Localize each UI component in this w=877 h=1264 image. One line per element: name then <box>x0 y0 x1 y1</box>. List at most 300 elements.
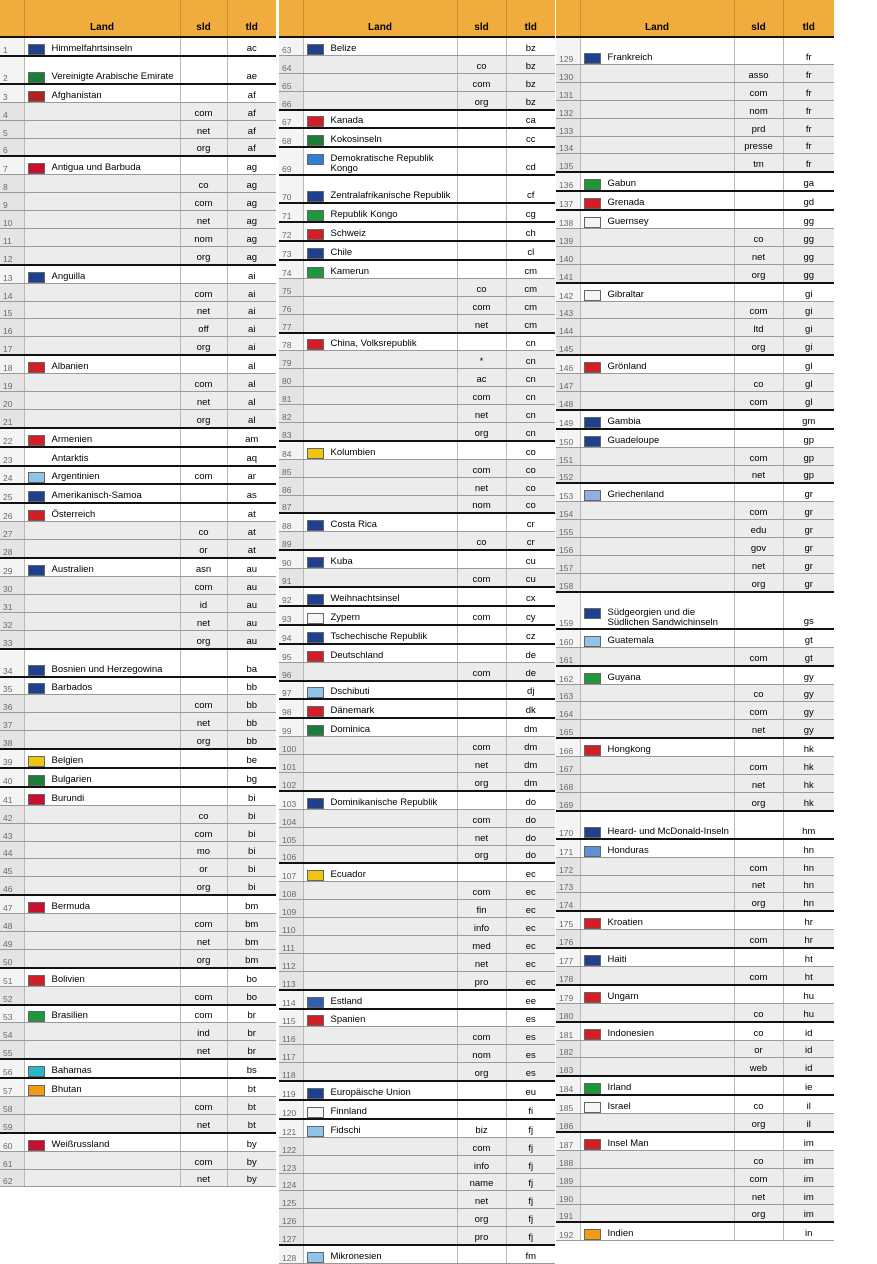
tld-cell: bo <box>227 986 276 1004</box>
table-row <box>279 791 555 809</box>
country-cell <box>580 720 734 738</box>
country-cell <box>580 410 734 429</box>
country-cell <box>303 863 457 881</box>
table-row <box>556 319 834 337</box>
country-cell <box>303 827 457 845</box>
country-cell <box>24 731 180 749</box>
country-cell <box>303 495 457 513</box>
country-name: Frankreich <box>607 52 653 63</box>
sld-cell <box>457 1100 506 1119</box>
tld-cell: br <box>227 1023 276 1041</box>
country-cell <box>580 792 734 810</box>
table-row <box>0 540 276 558</box>
sld-cell: co <box>734 1095 783 1113</box>
sld-cell <box>180 649 227 677</box>
row-number: 111 <box>279 935 303 953</box>
sld-cell <box>734 37 783 65</box>
sld-cell: net <box>180 301 227 319</box>
country-cell <box>580 465 734 483</box>
country-cell <box>303 625 457 644</box>
row-number: 115 <box>279 1009 303 1027</box>
tld-cell: ec <box>506 935 555 953</box>
flag-icon <box>584 846 601 857</box>
flag-icon <box>307 870 324 881</box>
row-number: 134 <box>556 136 580 154</box>
row-number: 96 <box>279 662 303 680</box>
row-number: 87 <box>279 495 303 513</box>
sld-cell: net <box>734 875 783 893</box>
tld-cell: be <box>227 749 276 768</box>
sld-cell: com <box>180 102 227 120</box>
tld-cell: cy <box>506 606 555 625</box>
sld-cell: com <box>734 301 783 319</box>
flag-icon <box>307 520 324 531</box>
row-number: 68 <box>279 128 303 147</box>
country-cell <box>24 1151 180 1169</box>
table-row <box>279 935 555 953</box>
row-number: 10 <box>0 211 24 229</box>
row-number: 149 <box>556 410 580 429</box>
sld-cell: co <box>180 522 227 540</box>
sld-cell: com <box>734 1168 783 1186</box>
table-row <box>0 931 276 949</box>
country-cell <box>580 893 734 911</box>
flag-icon <box>584 1229 601 1240</box>
country-cell <box>24 986 180 1004</box>
table-row <box>556 774 834 792</box>
table-row <box>0 138 276 156</box>
table-row <box>279 296 555 314</box>
sld-cell: com <box>457 809 506 827</box>
table-row <box>0 1078 276 1096</box>
country-name: Irland <box>607 1082 632 1094</box>
flag-icon <box>307 706 324 717</box>
tld-cell: gr <box>783 556 834 574</box>
table-row <box>279 241 555 260</box>
country-cell <box>580 502 734 520</box>
table-row <box>279 73 555 91</box>
sld-cell: com <box>457 73 506 91</box>
row-number: 36 <box>0 695 24 713</box>
sld-cell: edu <box>734 520 783 538</box>
sld-cell <box>734 811 783 839</box>
table-row <box>0 102 276 120</box>
table-row <box>279 953 555 971</box>
header-nr <box>556 0 580 37</box>
country-cell <box>303 296 457 314</box>
country-cell <box>24 1023 180 1041</box>
tld-cell: ag <box>227 156 276 174</box>
sld-cell: org <box>457 1063 506 1081</box>
table-row <box>279 147 555 175</box>
tld-cell: hn <box>783 839 834 857</box>
row-number: 24 <box>0 466 24 485</box>
country-cell <box>303 128 457 147</box>
sld-cell: com <box>457 1027 506 1045</box>
row-number: 59 <box>0 1114 24 1132</box>
country-cell <box>24 484 180 503</box>
sld-cell: net <box>180 1114 227 1132</box>
table-row <box>556 811 834 839</box>
country-name: Zypern <box>330 611 361 623</box>
tld-cell: ga <box>783 172 834 191</box>
table-row <box>556 264 834 282</box>
row-number: 73 <box>279 241 303 260</box>
country-name: Guernsey <box>607 216 649 228</box>
tld-cell: by <box>227 1133 276 1151</box>
country-name: Bhutan <box>51 1083 82 1095</box>
tld-cell: af <box>227 138 276 156</box>
table-row <box>279 827 555 845</box>
row-number: 41 <box>0 787 24 805</box>
sld-cell: org <box>180 877 227 895</box>
tld-cell: cn <box>506 333 555 351</box>
country-cell <box>24 120 180 138</box>
country-cell <box>303 241 457 260</box>
table-row <box>0 283 276 301</box>
sld-cell <box>180 768 227 787</box>
row-number: 60 <box>0 1133 24 1151</box>
sld-cell: net <box>457 1191 506 1209</box>
row-number: 5 <box>0 120 24 138</box>
row-number: 116 <box>279 1027 303 1045</box>
row-number: 69 <box>279 147 303 175</box>
sld-cell <box>457 441 506 459</box>
country-cell <box>24 409 180 427</box>
sld-cell: com <box>180 576 227 594</box>
row-number: 141 <box>556 264 580 282</box>
row-number: 97 <box>279 681 303 700</box>
table-row <box>279 387 555 405</box>
table-row <box>556 154 834 172</box>
country-cell <box>303 203 457 222</box>
tld-cell: gr <box>783 502 834 520</box>
table-row <box>279 971 555 989</box>
country-cell <box>24 859 180 877</box>
sld-cell: org <box>180 731 227 749</box>
tld-cell: hm <box>783 811 834 839</box>
country-name: Dominica <box>330 724 371 736</box>
tld-cell: gg <box>783 229 834 247</box>
table-row <box>0 484 276 503</box>
sld-cell <box>180 1059 227 1078</box>
row-number: 9 <box>0 193 24 211</box>
flag-icon <box>307 651 324 662</box>
sld-cell <box>457 147 506 175</box>
tld-cell: es <box>506 1063 555 1081</box>
tld-cell: gp <box>783 447 834 465</box>
country-name: Südgeorgien und die Südlichen Sandwichinseln <box>607 606 718 628</box>
table-row <box>279 405 555 423</box>
tld-cell: fm <box>506 1245 555 1263</box>
table-row <box>279 1119 555 1137</box>
table-row <box>0 1169 276 1187</box>
row-number: 144 <box>556 319 580 337</box>
country-cell <box>24 805 180 823</box>
tld-cell: ai <box>227 337 276 355</box>
tld-cell: do <box>506 791 555 809</box>
flag-icon <box>28 272 45 283</box>
flag-icon <box>584 1139 601 1150</box>
table-row <box>279 459 555 477</box>
row-number: 2 <box>0 56 24 84</box>
sld-cell <box>734 483 783 501</box>
country-cell <box>24 138 180 156</box>
country-cell <box>303 1173 457 1191</box>
tld-cell: fj <box>506 1227 555 1245</box>
country-name: Belize <box>330 42 357 54</box>
header-nr <box>279 0 303 37</box>
sld-cell: ind <box>180 1023 227 1041</box>
table-row <box>0 859 276 877</box>
table-row <box>0 120 276 138</box>
row-number: 160 <box>556 629 580 647</box>
table-row <box>279 1209 555 1227</box>
tld-cell: ec <box>506 900 555 918</box>
sld-cell: biz <box>457 1119 506 1137</box>
row-number: 113 <box>279 971 303 989</box>
table-row <box>556 210 834 228</box>
row-number: 92 <box>279 587 303 606</box>
tld-cell: il <box>783 1095 834 1113</box>
table-row <box>0 1023 276 1041</box>
country-cell <box>580 1222 734 1240</box>
country-cell <box>303 1245 457 1263</box>
table-row <box>0 84 276 102</box>
table-row <box>279 644 555 662</box>
row-number: 100 <box>279 737 303 755</box>
country-cell <box>580 283 734 301</box>
row-number: 4 <box>0 102 24 120</box>
sld-cell: net <box>180 120 227 138</box>
country-cell <box>24 823 180 841</box>
row-number: 158 <box>556 573 580 591</box>
tld-cell: gi <box>783 319 834 337</box>
tld-cell: ch <box>506 222 555 241</box>
country-cell <box>24 283 180 301</box>
tld-cell: bt <box>227 1096 276 1114</box>
row-number: 62 <box>0 1169 24 1187</box>
country-cell <box>24 1041 180 1059</box>
country-name: Estland <box>330 995 363 1007</box>
country-cell <box>580 911 734 929</box>
country-cell <box>24 558 180 576</box>
table-row <box>279 1173 555 1191</box>
tld-cell: cz <box>506 625 555 644</box>
row-number: 72 <box>279 222 303 241</box>
row-number: 26 <box>0 503 24 521</box>
tld-cell: fi <box>506 1100 555 1119</box>
country-name: Dominikanische Republik <box>330 796 438 808</box>
table-row <box>556 1076 834 1095</box>
sld-cell: presse <box>734 136 783 154</box>
country-name: Kokosinseln <box>330 134 382 146</box>
table-row <box>556 1040 834 1058</box>
country-cell <box>580 100 734 118</box>
tld-cell: il <box>783 1114 834 1132</box>
table-row <box>556 37 834 65</box>
table-row <box>0 301 276 319</box>
row-number: 133 <box>556 118 580 136</box>
sld-cell: co <box>734 374 783 392</box>
sld-cell: com <box>734 757 783 775</box>
country-name: Republik Kongo <box>330 209 398 221</box>
sld-cell: net <box>180 1169 227 1187</box>
row-number: 129 <box>556 37 580 65</box>
country-name: Kuba <box>330 556 353 568</box>
sld-cell <box>734 629 783 647</box>
country-name: Israel <box>607 1101 631 1113</box>
row-number: 85 <box>279 459 303 477</box>
country-name: Ecuador <box>330 869 366 881</box>
country-cell <box>303 644 457 662</box>
row-number: 146 <box>556 355 580 373</box>
tld-cell: af <box>227 102 276 120</box>
table-row <box>279 737 555 755</box>
sld-cell <box>180 968 227 986</box>
country-cell <box>303 569 457 587</box>
country-cell <box>580 301 734 319</box>
row-number: 106 <box>279 845 303 863</box>
flag-icon <box>584 53 601 64</box>
country-cell <box>580 319 734 337</box>
country-cell <box>303 260 457 278</box>
tld-cell: gy <box>783 684 834 702</box>
sld-cell: * <box>457 351 506 369</box>
row-number: 107 <box>279 863 303 881</box>
sld-cell <box>180 56 227 84</box>
tld-cell: fj <box>506 1119 555 1137</box>
country-cell <box>24 695 180 713</box>
row-number: 168 <box>556 774 580 792</box>
country-cell <box>24 156 180 174</box>
row-number: 23 <box>0 447 24 466</box>
table-row <box>0 337 276 355</box>
table-row <box>0 175 276 193</box>
country-name: Grönland <box>607 361 647 373</box>
country-name: Guadeloupe <box>607 434 660 446</box>
row-number: 48 <box>0 914 24 932</box>
table-row <box>0 1151 276 1169</box>
table-row <box>556 1168 834 1186</box>
table-row <box>556 374 834 392</box>
country-cell <box>303 791 457 809</box>
sld-cell: org <box>180 630 227 648</box>
table-row <box>556 1186 834 1204</box>
row-number: 151 <box>556 447 580 465</box>
tld-cell: ba <box>227 649 276 677</box>
country-cell <box>24 677 180 695</box>
row-number: 27 <box>0 522 24 540</box>
tld-cell: fr <box>783 100 834 118</box>
sld-cell <box>457 718 506 736</box>
sld-cell: net <box>180 931 227 949</box>
country-cell <box>24 914 180 932</box>
tld-cell: ec <box>506 882 555 900</box>
tld-cell: bi <box>227 859 276 877</box>
flag-icon <box>307 594 324 605</box>
tld-cell: gl <box>783 392 834 410</box>
country-cell <box>24 466 180 485</box>
tld-cell: at <box>227 540 276 558</box>
tld-cell: hn <box>783 875 834 893</box>
sld-cell <box>734 1132 783 1150</box>
sld-cell <box>457 241 506 260</box>
country-name: Afghanistan <box>51 89 102 101</box>
row-number: 189 <box>556 1168 580 1186</box>
table-row <box>556 702 834 720</box>
sld-cell: com <box>457 606 506 625</box>
flag-icon <box>584 955 601 966</box>
sld-cell: org <box>457 423 506 441</box>
table-row <box>556 1022 834 1040</box>
sld-cell <box>180 265 227 283</box>
table-row <box>0 731 276 749</box>
tld-cell: gp <box>783 429 834 447</box>
flag-icon <box>28 775 45 786</box>
row-number: 84 <box>279 441 303 459</box>
tld-cell: ec <box>506 953 555 971</box>
tld-cell: ie <box>783 1076 834 1095</box>
table-row <box>0 630 276 648</box>
row-number: 19 <box>0 374 24 392</box>
row-number: 49 <box>0 931 24 949</box>
flag-icon <box>28 975 45 986</box>
sld-cell <box>457 110 506 129</box>
country-name: Guyana <box>607 671 641 683</box>
country-cell <box>24 175 180 193</box>
table-row <box>0 392 276 410</box>
row-number: 55 <box>0 1041 24 1059</box>
table-row <box>556 1095 834 1113</box>
row-number: 37 <box>0 713 24 731</box>
table-row <box>279 1009 555 1027</box>
row-number: 95 <box>279 644 303 662</box>
flag-icon <box>28 1140 45 1151</box>
sld-cell <box>457 1081 506 1100</box>
country-name: Indien <box>607 1228 634 1240</box>
table-row <box>0 1133 276 1151</box>
country-name: Finnland <box>330 1105 367 1117</box>
header-tld: tld <box>227 0 276 37</box>
country-cell <box>580 774 734 792</box>
country-cell <box>303 1063 457 1081</box>
tld-cell: cg <box>506 203 555 222</box>
tld-cell: ag <box>227 193 276 211</box>
tld-cell: ag <box>227 211 276 229</box>
country-name: Bosnien und Herzegowina <box>51 663 163 675</box>
table-row <box>0 612 276 630</box>
row-number: 119 <box>279 1081 303 1100</box>
country-cell <box>303 953 457 971</box>
flag-icon <box>584 1102 601 1113</box>
sld-cell: com <box>734 647 783 665</box>
tld-cell: hu <box>783 985 834 1003</box>
row-number: 88 <box>279 513 303 531</box>
sld-cell <box>734 1222 783 1240</box>
country-cell <box>24 594 180 612</box>
table-row <box>0 355 276 373</box>
table-row <box>556 666 834 684</box>
flag-icon <box>307 339 324 350</box>
sld-cell: nom <box>180 229 227 247</box>
tld-cell: cl <box>506 241 555 260</box>
row-number: 162 <box>556 666 580 684</box>
tld-cell: bg <box>227 768 276 787</box>
table-row <box>556 911 834 929</box>
country-cell <box>303 1027 457 1045</box>
tld-cell: cn <box>506 405 555 423</box>
